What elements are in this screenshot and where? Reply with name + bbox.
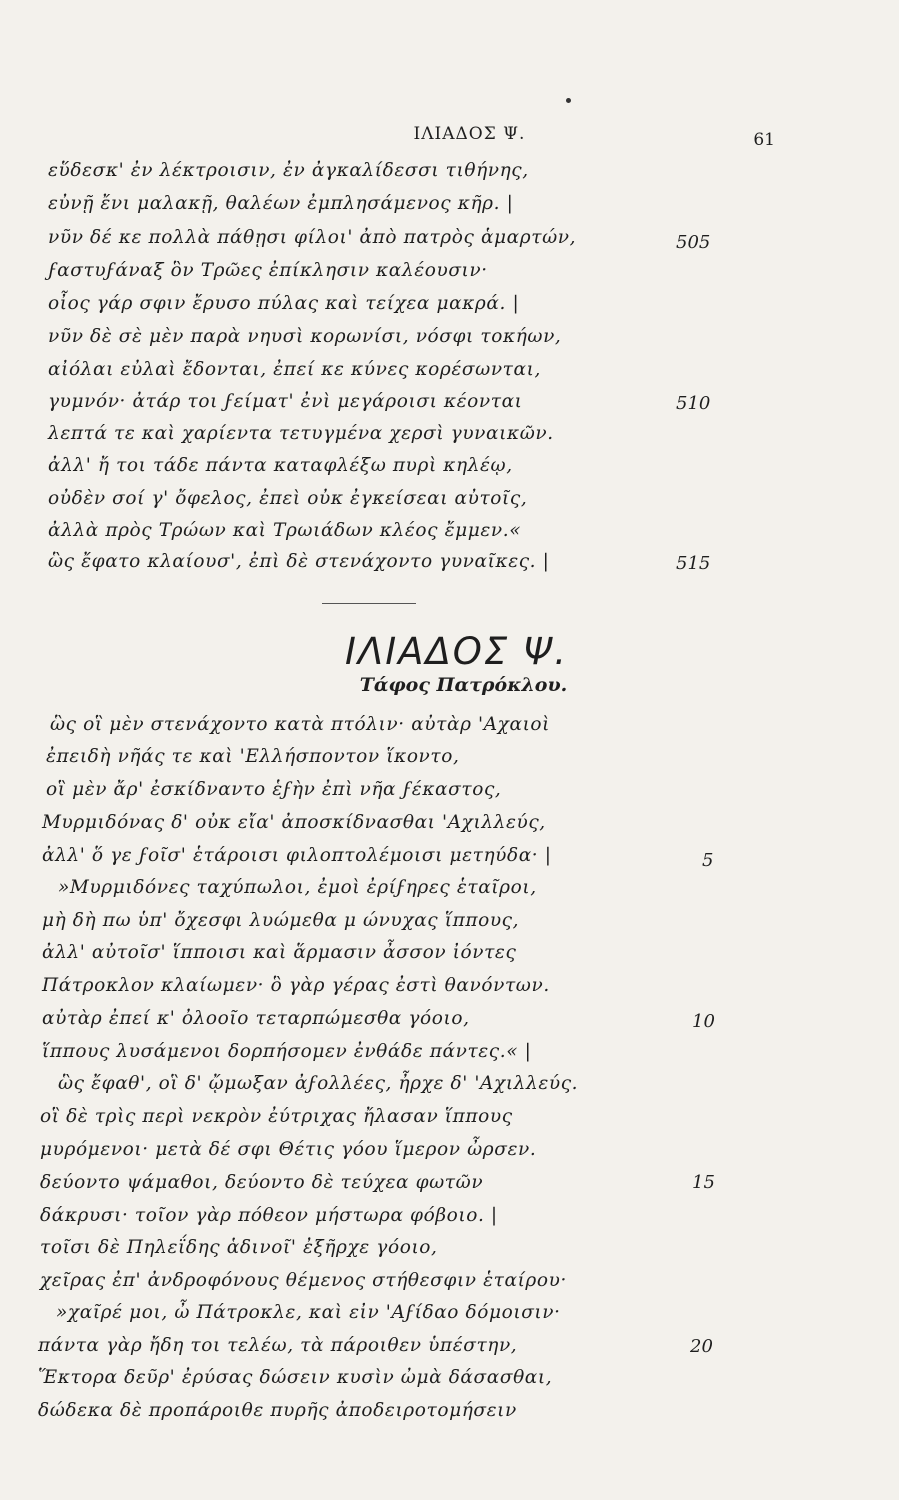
verse-line: οἳ μὲν ἄρ' ἐσκίδναντο ἑϝὴν ἐπὶ νῆα ϝέκαστος,: [46, 779, 502, 800]
verse-line: οἶος γάρ σφιν ἔρυσο πύλας καὶ τείχεα μακρά. |: [48, 293, 520, 314]
verse-line: τοῖσι δὲ Πηλεΐδης ἁδινοῖ' ἐξῆρχε γόοιο,: [40, 1237, 438, 1258]
book-title: ΙΛΙΑΔΟΣ Ψ.: [345, 630, 568, 673]
verse-line: Ἕκτορα δεῦρ' ἐρύσας δώσειν κυσὶν ὠμὰ δάσασθαι,: [38, 1367, 553, 1388]
verse-line: νῦν δὲ σὲ μὲν παρὰ νηυσὶ κορωνίσι, νόσφι τοκήων,: [48, 326, 562, 347]
verse-line: ἵππους λυσάμενοι δορπήσομεν ἐνθάδε πάντες.« |: [42, 1041, 532, 1062]
verse-line: Πάτροκλον κλαίωμεν· ὃ γὰρ γέρας ἐστὶ θανόντων.: [42, 975, 550, 996]
verse-line: εὐνῇ ἔνι μαλακῇ, θαλέων ἐμπλησάμενος κῆρ. |: [48, 193, 514, 214]
verse-line: γυμνόν· ἀτάρ τοι ϝείματ' ἐνὶ μεγάροισι κέονται: [48, 391, 523, 412]
verse-line: ϝαστυϝάναξ ὃν Τρῶες ἐπίκλησιν καλέουσιν·: [48, 260, 488, 281]
verse-line: μυρόμενοι· μετὰ δέ σφι Θέτις γόου ἵμερον ὦρσεν.: [40, 1139, 537, 1160]
verse-line: »χαῖρέ μοι, ὦ Πάτροκλε, καὶ εἰν 'Αϝίδαο δόμοισιν·: [56, 1302, 561, 1323]
verse-line: μὴ δὴ πω ὑπ' ὄχεσφι λυώμεθα μ ώνυχας ἵππους,: [42, 910, 520, 931]
verse-line: ἀλλὰ πρὸς Τρώων καὶ Τρωιάδων κλέος ἔμμεν.«: [48, 520, 522, 541]
section-divider: [322, 603, 416, 604]
line-number: 505: [676, 232, 711, 253]
verse-line: εὕδεσκ' ἐν λέκτροισιν, ἐν ἀγκαλίδεσσι τιθήνης,: [48, 160, 529, 181]
verse-line: ὣς οἳ μὲν στενάχοντο κατὰ πτόλιν· αὐτὰρ 'Αχαιοὶ: [50, 714, 551, 735]
running-head: ΙΛΙΑΔΟΣ Ψ.: [413, 124, 526, 144]
verse-line: ἀλλ' αὐτοῖσ' ἵπποισι καὶ ἅρμασιν ἆσσον ἰόντες: [42, 942, 517, 963]
verse-line: λεπτά τε καὶ χαρίεντα τετυγμένα χερσὶ γυναικῶν.: [48, 423, 554, 444]
verse-line: ἀλλ' ἤ τοι τάδε πάντα καταφλέξω πυρὶ κηλέῳ,: [48, 455, 513, 476]
verse-line: »Μυρμιδόνες ταχύπωλοι, ἐμοὶ ἐρίϝηρες ἑταῖροι,: [58, 877, 537, 898]
verse-line: δάκρυσι· τοῖον γὰρ πόθεον μήστωρα φόβοιο. |: [40, 1205, 498, 1226]
verse-line: Μυρμιδόνας δ' οὐκ εἴα' ἀποσκίδνασθαι 'Αχιλλεύς,: [42, 812, 546, 833]
verse-line: οἳ δὲ τρὶς περὶ νεκρὸν ἐύτριχας ἤλασαν ἵππους: [40, 1106, 513, 1127]
line-number: 20: [690, 1336, 713, 1357]
line-number: 515: [676, 553, 711, 574]
ink-speck: [566, 98, 571, 103]
verse-line: οὐδὲν σοί γ' ὄφελος, ἐπεὶ οὐκ ἐγκείσεαι αὐτοῖς,: [48, 488, 528, 509]
verse-line: νῦν δέ κε πολλὰ πάθῃσι φίλοι' ἀπὸ πατρὸς ἁμαρτών,: [48, 227, 577, 248]
verse-line: αὐτὰρ ἐπεί κ' ὀλοοῖο τεταρπώμεσθα γόοιο,: [42, 1008, 470, 1029]
verse-line: δεύοντο ψάμαθοι, δεύοντο δὲ τεύχεα φωτῶν: [40, 1172, 484, 1193]
verse-line: ὣς ἔφατο κλαίουσ', ἐπὶ δὲ στενάχοντο γυναῖκες. |: [48, 551, 550, 572]
book-subtitle: Τάφος Πατρόκλου.: [359, 674, 568, 696]
line-number: 5: [702, 850, 714, 871]
line-number: 10: [692, 1011, 715, 1032]
verse-line: δώδεκα δὲ προπάροιθε πυρῆς ἀποδειροτομήσειν: [38, 1400, 517, 1421]
page-number: 61: [753, 130, 775, 150]
verse-line: πάντα γὰρ ἤδη τοι τελέω, τὰ πάροιθεν ὑπέστην,: [38, 1335, 518, 1356]
verse-line: αἰόλαι εὐλαὶ ἔδονται, ἐπεί κε κύνες κορέσωνται,: [48, 359, 541, 380]
verse-line: ὣς ἔφαθ', οἳ δ' ᾤμωξαν ἀϝολλέες, ἦρχε δ' 'Αχιλλεύς.: [58, 1073, 579, 1094]
verse-line: ἐπειδὴ νῆάς τε καὶ 'Ελλήσποντον ἵκοντο,: [46, 746, 460, 767]
verse-line: ἀλλ' ὅ γε ϝοῖσ' ἑτάροισι φιλοπτολέμοισι μετηύδα· |: [42, 845, 552, 866]
line-number: 15: [692, 1172, 715, 1193]
line-number: 510: [676, 393, 711, 414]
verse-line: χεῖρας ἐπ' ἀνδροφόνους θέμενος στήθεσφιν ἑταίρου·: [40, 1270, 567, 1291]
